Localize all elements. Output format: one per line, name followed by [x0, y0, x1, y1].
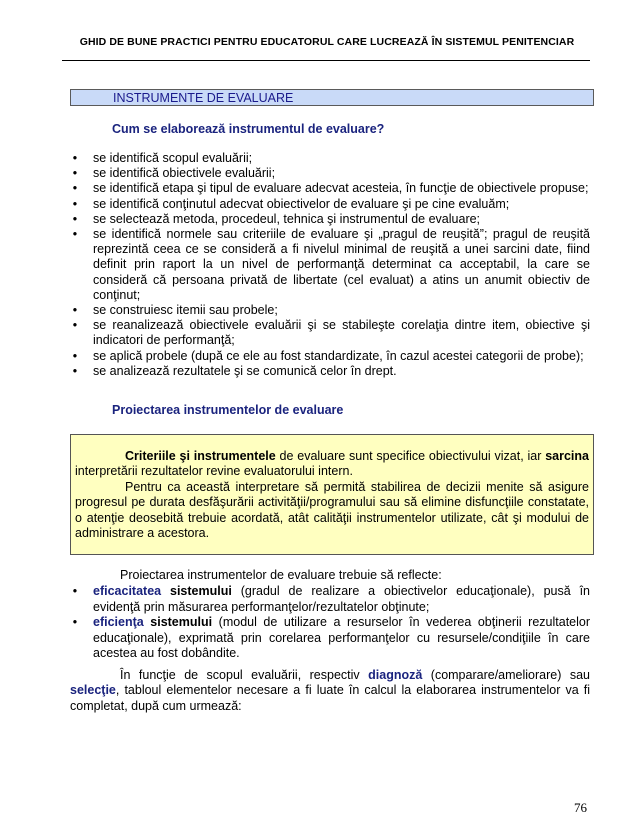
bullet-icon: • — [72, 211, 78, 226]
list-item: • se selectează metoda, procedeul, tehnica şi instrumentul de evaluare; — [70, 212, 590, 227]
list-item: • se identifică etapa şi tipul de evaluare adecvat acesteia, în funcţie de obiectivele propuse; — [70, 181, 590, 196]
bullet-icon: • — [72, 227, 78, 242]
closing-paragraph: În funcţie de scopul evaluării, respectiv diagnoză (comparare/ameliorare) sau selecţie, tabloul elementelor necesare a fi luate în calcul la elaborarea instrumentelor va fi completat, după cum urmează: — [70, 668, 590, 713]
list-item: • se analizează rezultatele şi se comunică celor în drept. — [70, 364, 590, 379]
bullet-icon: • — [72, 363, 78, 378]
bullet-icon: • — [72, 196, 78, 211]
list-item: • se identifică conţinutul adecvat obiectivelor de evaluare şi pe cine evaluăm; — [70, 197, 590, 212]
running-header: GHID DE BUNE PRACTICI PENTRU EDUCATORUL CARE LUCREAZĂ ÎN SISTEMUL PENITENCIAR — [79, 36, 575, 48]
heading-how-to-build: Cum se elaborează instrumentul de evaluare? — [112, 122, 385, 136]
list-item: • se construiesc itemii sau probele; — [70, 303, 590, 318]
bullet-icon: • — [72, 615, 78, 630]
bullet-icon: • — [72, 151, 78, 165]
reflect-list — [70, 584, 590, 662]
header-rule — [62, 60, 590, 61]
list-item: • eficienţa sistemului (modul de utilizare a resurselor în vederea obţinerii rezultatelor educaţionale), exprimată prin corelarea performanţelor cu resursele/condiţiile în care acestea au fost dobândite. — [70, 615, 590, 662]
section-title-box: INSTRUMENTE DE EVALUARE — [70, 89, 594, 106]
bullet-icon: • — [72, 584, 78, 598]
box-paragraph-1: Criteriile şi instrumentele de evaluare sunt specifice obiectivului vizat, iar sarcina interpretării rezultatelor revine evaluatorului intern. — [75, 449, 589, 479]
steps-list — [70, 151, 590, 379]
list-item: • se identifică obiectivele evaluării; — [70, 166, 590, 181]
list-item: • se identifică normele sau criteriile de evaluare şi „pragul de reuşită”; pragul de reuşită reprezintă ceea ce se consideră a fi nivelul minimal de reuşită a unei sarcini date, fiind definit prin raport la un nivel de performanţă determinat ca acceptabil, la care se consideră că persoana privată de libertate (cel evaluat) a atins un anumit obiectiv de conţinut; — [70, 227, 590, 303]
list-item: • se reanalizează obiectivele evaluării şi se stabileşte corelaţia dintre item, obiective şi indicatori de performanţă; — [70, 318, 590, 348]
reflect-intro: Proiectarea instrumentelor de evaluare trebuie să reflecte: — [120, 568, 442, 582]
bullet-icon: • — [72, 348, 78, 363]
list-item: • se aplică probele (după ce ele au fost standardizate, în cazul acestei categorii de probe); — [70, 349, 590, 364]
list-item: • eficacitatea sistemului (gradul de realizare a obiectivelor educaţionale), pusă în evidenţă prin măsurarea performanţelor/rezultatelor obţinute; — [70, 584, 590, 615]
highlight-box — [70, 434, 594, 555]
bullet-icon: • — [72, 166, 78, 181]
bullet-icon: • — [72, 303, 78, 318]
list-item: • se identifică scopul evaluării; — [70, 151, 590, 166]
box-paragraph-2: Pentru ca această interpretare să permită stabilirea de decizii menite să asigure progresul pe durata desfăşurării activităţii/programului sau să elimine disfuncţiile constatate, o atenţie deosebită trebuie acordată, atât calităţii instrumentelor utilizate, cât şi modului de administrare a acestora. — [75, 479, 589, 541]
bullet-icon: • — [72, 318, 78, 333]
bullet-icon: • — [72, 181, 78, 196]
heading-instrument-design: Proiectarea instrumentelor de evaluare — [112, 403, 344, 417]
page-number: 76 — [574, 800, 587, 815]
